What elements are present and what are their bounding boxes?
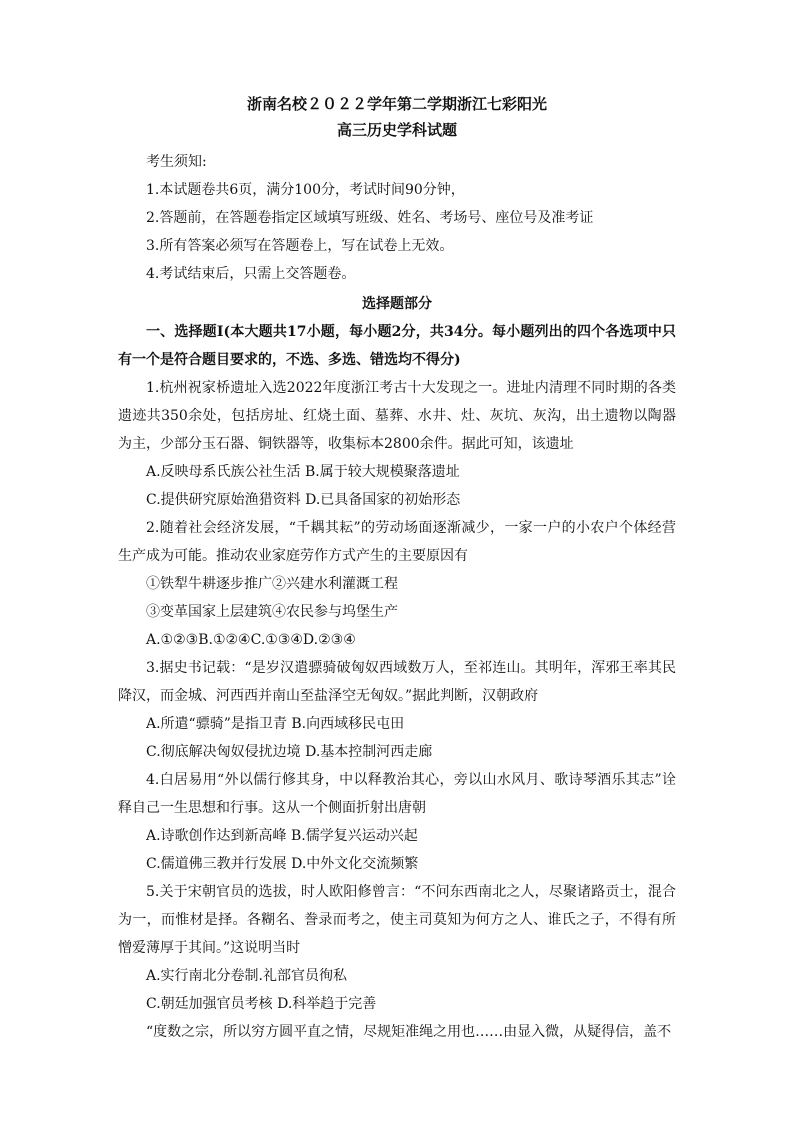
notice-item-3: 3.所有答案必须写在答题卷上，写在试卷上无效。 [146,238,454,254]
section-title: 选择题部分 [362,296,432,312]
question-stem: 1.杭州祝家桥遗址入选2022年度浙江考古十大发现之一。进址内清理不同时期的各类遗迹共350余处，包括房址、红烧土面、墓葬、水井、灶、灰坑、灰沟，出土遗物以陶器为主，少部分玉石器、铜铁器等，收集标本2800余件。据此可知，该遗址 [118,380,676,452]
question-5 [118,878,676,1018]
question-1 [118,374,676,514]
question-stem: 4.白居易用“外以儒行修其身，中以释教治其心，旁以山水风月、歌诗琴酒乐其志”诠释自己一生思想和行事。这从一个侧面折射出唐朝 [118,772,676,816]
question-option-row: A.①②③B.①②④C.①③④D.②③④ [146,632,356,648]
exam-title-line2: 高三历史学科试题 [336,121,457,139]
question-stem: 5.关于宋朝官员的选拔，时人欧阳修曾言：“不问东西南北之人，尽聚诸路贡士，混合为一，而惟材是择。各糊名、誊录而考之，使主司莫知为何方之人、谁氏之子，不得有所憎爱薄厚于其间。”这说明当时 [118,884,676,956]
question-option-row: C.提供研究原始渔猎资料 D.已具备国家的初始形态 [146,492,461,508]
trailing-text: “度数之宗，所以穷方圆平直之情，尽规矩准绳之用也……由显入微，从疑得信，盖不 [146,1024,672,1040]
notice-item-4: 4.考试结束后，只需上交答题卷。 [146,266,356,282]
question-option-row: C.儒道佛三教并行发展 D.中外文化交流频繁 [146,856,419,872]
question-stem: 2.随着社会经济发展，“千耦其耘”的劳动场面逐渐减少，一家一户的小农户个体经营生产成为可能。推动农业家庭劳作方式产生的主要原因有 [118,520,676,564]
question-option-row: C.彻底解决匈奴侵扰边境 D.基本控制河西走廊 [146,744,433,760]
question-option-row: A.实行南北分卷制.礼部官员徇私 [146,968,348,984]
question-option-row: C.朝廷加强官员考核 D.科举趋于完善 [146,996,377,1012]
section-instruction: 一、选择题Ⅰ(本大题共17小题，每小题2分，共34分。每小题列出的四个各选项中只有一个是符合题目要求的，不选、多选、错选均不得分) [118,324,676,368]
question-option-row: A.所遣“骠骑”是指卫青 B.向西域移民屯田 [146,716,405,732]
question-option-row: ③变革国家上层建筑④农民参与坞堡生产 [146,604,398,620]
question-4 [118,766,676,878]
question-option-row: ①铁犁牛耕逐步推广②兴建水利灌溉工程 [146,576,398,592]
question-3 [118,654,676,766]
notice-item-2: 2.答题前，在答题卷指定区域填写班级、姓名、考场号、座位号及准考证 [146,210,594,226]
question-2 [118,514,676,654]
notice-heading: 考生须知: [146,154,207,170]
question-option-row: A.反映母系氏族公社生活 B.属于较大规模聚落遗址 [146,464,460,480]
exam-title-line1: 浙南名校２０２２学年第二学期浙江七彩阳光 [246,95,547,113]
question-option-row: A.诗歌创作达到新高峰 B.儒学复兴运动兴起 [146,828,418,844]
question-stem: 3.据史书记载：“是岁汉遣骠骑破匈奴西域数万人，至祁连山。其明年，浑邪王率其民降汉，而金城、河西西并南山至盐泽空无匈奴。”据此判断，汉朝政府 [118,660,676,704]
notice-item-1: 1.本试题卷共6页，满分100分，考试时间90分钟， [146,182,465,198]
